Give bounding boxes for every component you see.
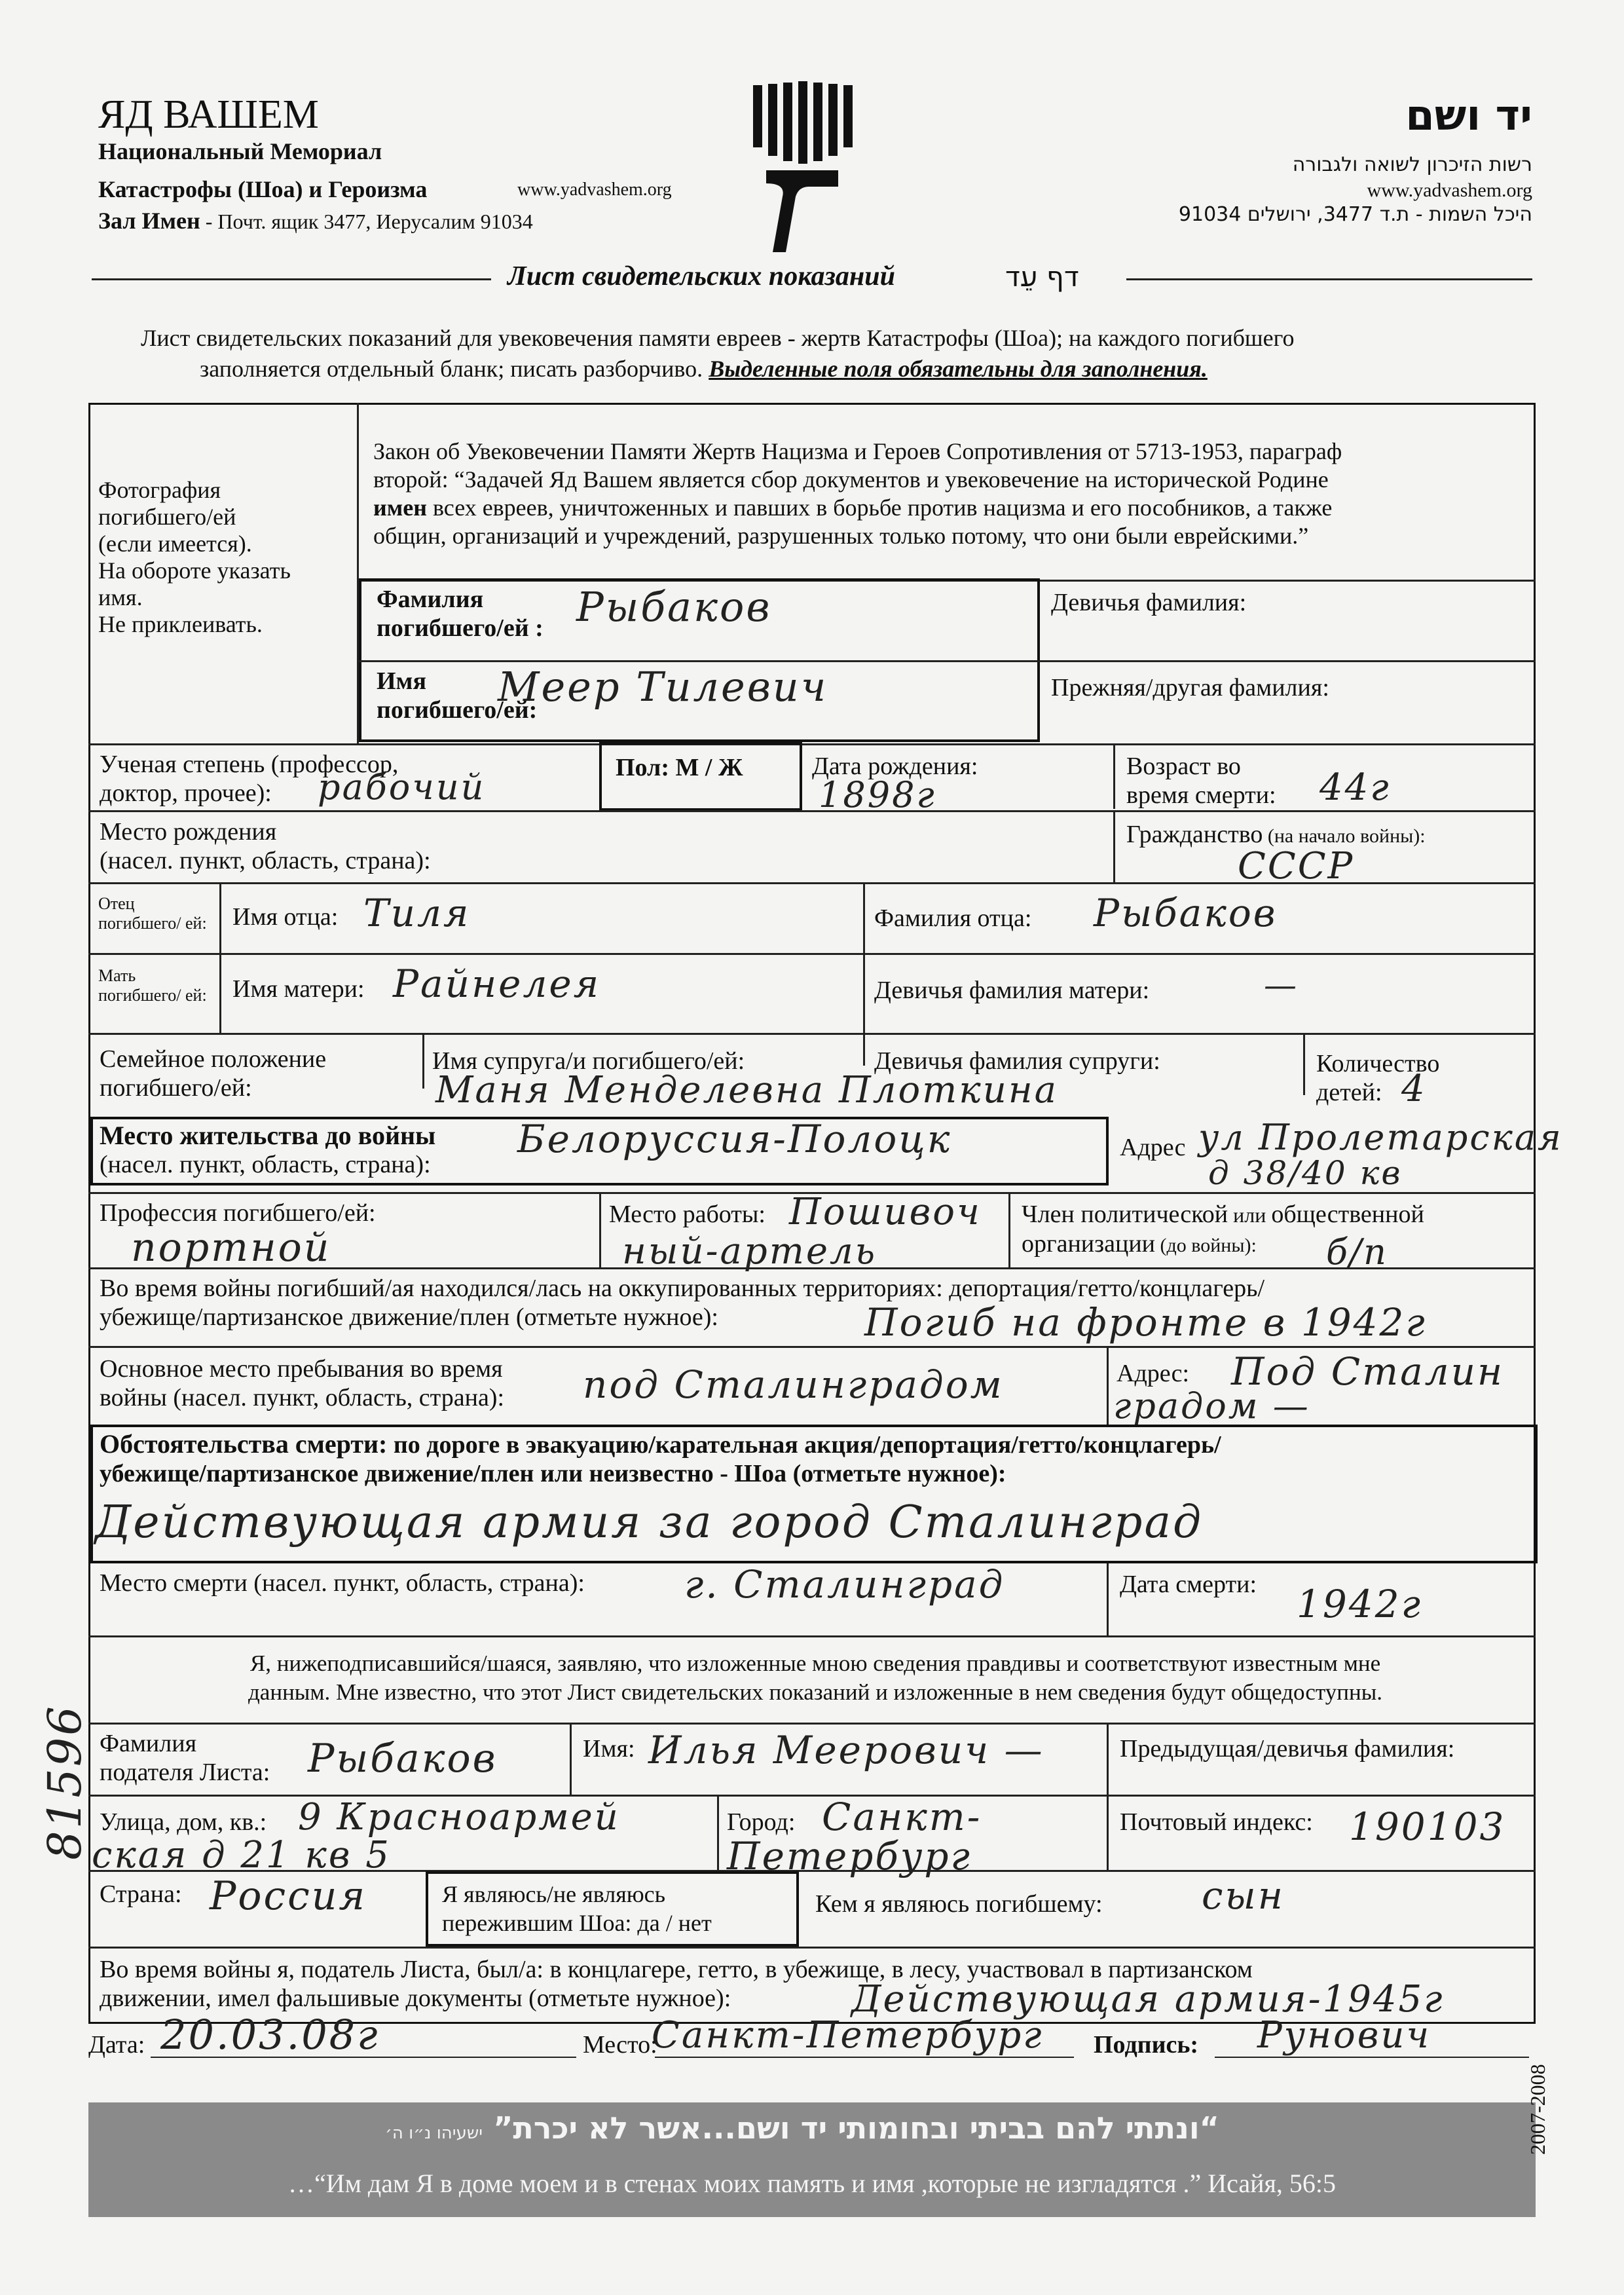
residence-address-2[interactable]: д 38/40 кв bbox=[1208, 1154, 1403, 1192]
family-divider-3 bbox=[1303, 1033, 1305, 1095]
title-rule-right bbox=[1126, 278, 1532, 280]
death-l1 bbox=[100, 1430, 1221, 1459]
address-he: היכל השמות - ת.ד 3477, ירושלים 91034 bbox=[1178, 203, 1532, 226]
family-status-l2: погибшего/ей: bbox=[100, 1074, 252, 1102]
profession-label: Профессия погибшего/ей: bbox=[100, 1199, 376, 1227]
intro-line2 bbox=[200, 355, 1208, 382]
death-label-text: по дороге в эвакуацию/карательная акция/депортация/гетто/концлагерь/ bbox=[387, 1431, 1221, 1459]
relation-value[interactable]: сын bbox=[1202, 1873, 1285, 1918]
memorial-line1: Национальный Мемориал bbox=[98, 138, 382, 164]
work-value-2[interactable]: ный-артель bbox=[622, 1230, 877, 1273]
street-label: Улица, дом, кв.: bbox=[100, 1808, 267, 1836]
mother-maiden[interactable]: — bbox=[1264, 966, 1299, 1004]
form-title-he: דף עֵד bbox=[1005, 261, 1079, 293]
children-label-l1: Количество bbox=[1316, 1050, 1440, 1077]
rule-decl-top bbox=[88, 1635, 1536, 1637]
photo-l3: (если имеется). bbox=[98, 531, 252, 557]
family-status-l1: Семейное положение bbox=[100, 1045, 327, 1073]
margin-number: 81596 bbox=[37, 1704, 92, 1860]
rule-country-top bbox=[88, 1870, 1536, 1872]
dob-divider-right bbox=[1113, 743, 1115, 809]
law-l3-text: всех евреев, уничтоженных и павших в борьбе против нацизма и его пособников, а также bbox=[426, 494, 1333, 521]
death-place-label: Место смерти (насел. пункт, область, страна): bbox=[100, 1569, 585, 1597]
age-label-l1: Возраст во bbox=[1126, 753, 1241, 780]
law-l3 bbox=[373, 494, 1526, 522]
during-war-l1: Во время войны я, податель Листа, был/а: в концлагере, гетто, в убежище, в лесу, участвовал в партизанском bbox=[100, 1956, 1253, 1983]
law-l1: Закон об Увековечении Памяти Жертв Нацизма и Героев Сопротивления от 5713-1953, параграф bbox=[373, 438, 1342, 464]
dob-label: Дата рождения: bbox=[812, 753, 978, 780]
residence-address[interactable]: ул Пролетарская bbox=[1198, 1117, 1563, 1158]
death-label-bold: Обстоятельства смерти: bbox=[100, 1429, 388, 1459]
death-place[interactable]: г. Сталинград bbox=[684, 1562, 1005, 1607]
father-name-label: Имя отца: bbox=[232, 903, 339, 931]
children-count[interactable]: 4 bbox=[1401, 1068, 1427, 1110]
mother-name-label: Имя матери: bbox=[232, 975, 365, 1003]
surname-label-l1: Фамилия bbox=[377, 586, 484, 613]
sex-label: Пол: М / Ж bbox=[616, 754, 743, 781]
declaration-l2: данным. Мне известно, что этот Лист свидетельских показаний и изложенные в нем сведения будут общедоступны. bbox=[248, 1679, 1382, 1705]
photo-l5: имя. bbox=[98, 584, 143, 610]
age-label-l2: время смерти: bbox=[1126, 781, 1276, 809]
footer-quote-he-text: “ונתתי להם בביתי ובחומותי יד ושם...אשר לא יכרת” bbox=[493, 2110, 1219, 2146]
main-address-label: Адрес: bbox=[1116, 1360, 1190, 1387]
death-date[interactable]: 1942г bbox=[1297, 1582, 1422, 1626]
victim-dob[interactable]: 1898г bbox=[819, 774, 936, 815]
rule-birth-top bbox=[88, 810, 1536, 812]
footer-year: 2007-2008 bbox=[1526, 2064, 1549, 2155]
street-value[interactable]: 9 Красноармей bbox=[298, 1796, 620, 1838]
degree-label-l1: Ученая степень (профессор, bbox=[100, 751, 399, 778]
submitter-surname-l2: подателя Листа: bbox=[100, 1759, 270, 1786]
degree-label-l2: доктор, прочее): bbox=[100, 779, 272, 807]
zip-value[interactable]: 190103 bbox=[1349, 1804, 1506, 1849]
main-place-l2: войны (насел. пункт, область, страна): bbox=[100, 1384, 505, 1411]
law-l3-bold: имен bbox=[373, 494, 427, 521]
war-l1: Во время войны погибший/ая находился/лась на оккупированных территориях: депортация/гетто/концлагерь/ bbox=[100, 1275, 1265, 1302]
war-value[interactable]: Погиб на фронте в 1942г bbox=[864, 1300, 1427, 1345]
rule-family-top bbox=[88, 1033, 1536, 1035]
photo-l6: Не приклеивать. bbox=[98, 611, 263, 637]
law-l4: общин, организаций и учреждений, разрушенных только потому, что они были еврейскими.” bbox=[373, 523, 1309, 549]
city-value[interactable]: Санкт- bbox=[822, 1795, 982, 1839]
intro-line2-text: заполняется отдельный бланк; писать разборчиво. bbox=[200, 356, 709, 382]
footer-quote-ru: …“Им дам Я в доме моем и в стенах моих память и имя ,которые не изгладятся .” Исайя, 56:5 bbox=[287, 2169, 1337, 2198]
submitter-prev-label: Предыдущая/девичья фамилия: bbox=[1120, 1735, 1455, 1763]
spouse-name[interactable]: Маня Менделевна Плоткина bbox=[435, 1069, 1059, 1111]
date-value[interactable]: 20.03.08г bbox=[160, 2011, 380, 2059]
member-or: или bbox=[1228, 1203, 1272, 1227]
place-label: Место: bbox=[583, 2031, 657, 2059]
victim-degree[interactable]: рабочий bbox=[318, 766, 486, 808]
main-address-2[interactable]: градом — bbox=[1113, 1385, 1310, 1427]
declaration bbox=[105, 1649, 1526, 1707]
address-ru-text: - Почт. ящик 3477, Иерусалим 91034 bbox=[200, 210, 533, 233]
member-value[interactable]: б/п bbox=[1326, 1231, 1388, 1273]
death-divider bbox=[1107, 1563, 1109, 1635]
residence-label bbox=[100, 1121, 435, 1179]
member-label-l1 bbox=[1022, 1200, 1424, 1229]
main-divider bbox=[1107, 1346, 1109, 1425]
photo-instructions bbox=[98, 477, 291, 638]
rule-main-top bbox=[88, 1346, 1536, 1348]
main-place-l1: Основное место пребывания во время bbox=[100, 1355, 503, 1383]
spouse-label: Имя супруга/и погибшего/ей: bbox=[432, 1047, 745, 1075]
family-status-label bbox=[100, 1045, 326, 1102]
footer-source-he: ישעיהו נ״ו ה׳ bbox=[385, 2123, 483, 2143]
victim-citizenship[interactable]: СССР bbox=[1238, 845, 1355, 887]
place-line bbox=[655, 2057, 1074, 2058]
member-note: (до войны): bbox=[1155, 1235, 1257, 1256]
father-divider bbox=[863, 882, 865, 1033]
street-divider bbox=[717, 1795, 719, 1870]
children-label-l2: детей: bbox=[1316, 1079, 1382, 1106]
website-he: www.yadvashem.org bbox=[1367, 179, 1532, 201]
survivor-l2: пережившим Шоа: да / нет bbox=[442, 1910, 712, 1936]
sub-divider-1 bbox=[570, 1723, 572, 1795]
work-value[interactable]: Пошивоч bbox=[789, 1191, 982, 1233]
residence-label-l2: (насел. пункт, область, страна): bbox=[100, 1151, 431, 1178]
maiden-name-label: Девичья фамилия: bbox=[1051, 589, 1247, 616]
date-line bbox=[151, 2057, 576, 2058]
war-l2: убежище/партизанское движение/плен (отметьте нужное): bbox=[100, 1303, 718, 1331]
residence-address-label: Адрес bbox=[1120, 1134, 1186, 1161]
citizenship-label-text: Гражданство bbox=[1126, 821, 1263, 848]
age-label bbox=[1126, 752, 1276, 810]
footer-quote-he bbox=[88, 2110, 1516, 2146]
rule-during-top bbox=[88, 1947, 1536, 1949]
signature-line bbox=[1215, 2057, 1529, 2058]
address-ru bbox=[98, 207, 533, 234]
city-value-2[interactable]: Петербург bbox=[727, 1834, 972, 1878]
birthplace-label bbox=[100, 817, 431, 875]
prof-divider-2 bbox=[1008, 1192, 1010, 1267]
parent-side-divider bbox=[219, 882, 221, 1033]
main-place-label bbox=[100, 1354, 504, 1412]
survivor-l1: Я являюсь/не являюсь bbox=[442, 1881, 666, 1907]
main-address[interactable]: Под Сталин bbox=[1231, 1349, 1505, 1394]
rule-mother-top bbox=[88, 953, 1536, 955]
declaration-l1: Я, нижеподписавшийся/шаяся, заявляю, что изложенные мною сведения правдивы и соответствуют известным мне bbox=[249, 1651, 1381, 1676]
father-side-label: Отец погибшего/ ей: bbox=[98, 894, 207, 933]
name-label-l1: Имя bbox=[377, 667, 426, 695]
profession-value[interactable]: портной bbox=[131, 1225, 331, 1271]
rule-father-top bbox=[88, 882, 1536, 884]
father-name[interactable]: Тиля bbox=[363, 891, 471, 935]
authority-he: רשות הזיכרון לשואה ולגבורה bbox=[1292, 153, 1532, 176]
during-war-l2: движении, имел фальшивые документы (отметьте нужное): bbox=[100, 1985, 731, 2012]
submitter-surname-l1: Фамилия bbox=[100, 1730, 197, 1757]
father-surname-label: Фамилия отца: bbox=[874, 905, 1032, 932]
city-label: Город: bbox=[727, 1808, 796, 1836]
member-label-text: Член политической bbox=[1022, 1201, 1228, 1228]
country-value[interactable]: Россия bbox=[210, 1873, 367, 1919]
street-value-2[interactable]: ская д 21 кв 5 bbox=[92, 1834, 391, 1876]
signature-value[interactable]: Рунович bbox=[1257, 2014, 1431, 2057]
member-label-text-b: общественной bbox=[1271, 1201, 1424, 1228]
rule-war-top bbox=[88, 1267, 1536, 1269]
residence-place[interactable]: Белоруссия-Полоцк bbox=[517, 1117, 952, 1161]
photo-l2: погибшего/ей bbox=[98, 504, 236, 530]
law-text bbox=[373, 438, 1526, 550]
death-label bbox=[100, 1430, 1221, 1488]
birthplace-label-l2: (насел. пункт, область, страна): bbox=[100, 847, 431, 874]
hall-of-names: Зал Имен bbox=[98, 208, 200, 234]
prev-name-label: Прежняя/другая фамилия: bbox=[1051, 674, 1329, 701]
birth-divider bbox=[1113, 810, 1115, 882]
rule-degree-top bbox=[88, 743, 1536, 745]
org-name-ru: ЯД ВАШЕМ bbox=[98, 92, 319, 137]
law-l2: второй: “Задачей Яд Вашем является сбор документов и увековечение на исторической Родине bbox=[373, 466, 1329, 493]
form-title: Лист свидетельских показаний bbox=[507, 261, 895, 291]
victim-age[interactable]: 44г bbox=[1320, 766, 1391, 809]
surname-name-rule bbox=[357, 660, 1536, 662]
main-place-value[interactable]: под Сталинградом bbox=[583, 1362, 1004, 1407]
mother-name[interactable]: Райнелея bbox=[393, 961, 601, 1006]
father-surname[interactable]: Рыбаков bbox=[1094, 891, 1278, 935]
submitter-surname[interactable]: Рыбаков bbox=[308, 1736, 498, 1782]
mother-side-label: Мать погибшего/ ей: bbox=[98, 966, 207, 1005]
photo-l1: Фотография bbox=[98, 477, 221, 503]
residence-label-l1: Место жительства до войны bbox=[100, 1121, 436, 1150]
work-label: Место работы: bbox=[609, 1201, 766, 1228]
family-divider-1 bbox=[422, 1033, 424, 1089]
submitter-surname-label bbox=[100, 1729, 270, 1787]
website-ru: www.yadvashem.org bbox=[517, 179, 672, 200]
survivor-label bbox=[442, 1880, 712, 1937]
memorial-line2: Катастрофы (Шоа) и Героизма bbox=[98, 176, 428, 202]
place-value[interactable]: Санкт-Петербург bbox=[652, 2014, 1044, 2057]
rule-sub-top bbox=[88, 1723, 1536, 1725]
name-label-l2: погибшего/ей: bbox=[377, 696, 538, 724]
death-circumstances[interactable]: Действующая армия за город Сталинград bbox=[95, 1497, 1204, 1548]
signature-label: Подпись: bbox=[1094, 2031, 1199, 2059]
org-name-he: יד ושם bbox=[1405, 92, 1532, 140]
yad-vashem-logo bbox=[747, 79, 858, 255]
surname-label bbox=[377, 585, 544, 643]
birthplace-label-l1: Место рождения bbox=[100, 818, 277, 846]
victim-name[interactable]: Меер Тилевич bbox=[498, 663, 828, 711]
victim-surname[interactable]: Рыбаков bbox=[576, 583, 772, 631]
citizenship-note: (на начало войны): bbox=[1263, 825, 1426, 847]
mother-maiden-label: Девичья фамилия матери: bbox=[874, 977, 1150, 1004]
date-label: Дата: bbox=[88, 2031, 145, 2059]
family-divider-2 bbox=[863, 1033, 865, 1066]
relation-label: Кем я являюсь погибшему: bbox=[815, 1890, 1103, 1918]
submitter-name-label: Имя: bbox=[583, 1735, 635, 1763]
surname-label-l2: погибшего/ей : bbox=[377, 614, 544, 642]
death-date-label: Дата смерти: bbox=[1120, 1571, 1257, 1598]
intro-required-note: Выделенные поля обязательны для заполнения. bbox=[709, 356, 1208, 382]
intro-line1: Лист свидетельских показаний для увековечения памяти евреев - жертв Катастрофы (Шоа); на каждого погибшего bbox=[141, 325, 1295, 351]
title-rule-left bbox=[92, 278, 491, 280]
prof-divider-1 bbox=[599, 1192, 601, 1267]
death-l2: убежище/партизанское движение/плен или неизвестно - Шоа (отметьте нужное): bbox=[100, 1460, 1006, 1487]
during-war-value[interactable]: Действующая армия-1945г bbox=[851, 1978, 1445, 2021]
submitter-name[interactable]: Илья Меерович — bbox=[648, 1728, 1044, 1772]
country-label: Страна: bbox=[100, 1880, 182, 1908]
zip-label: Почтовый индекс: bbox=[1120, 1808, 1313, 1836]
photo-l4: На обороте указать bbox=[98, 557, 291, 584]
spouse-maiden-label: Девичья фамилия супруги: bbox=[874, 1047, 1160, 1075]
member-label2-text: организации bbox=[1022, 1230, 1156, 1258]
